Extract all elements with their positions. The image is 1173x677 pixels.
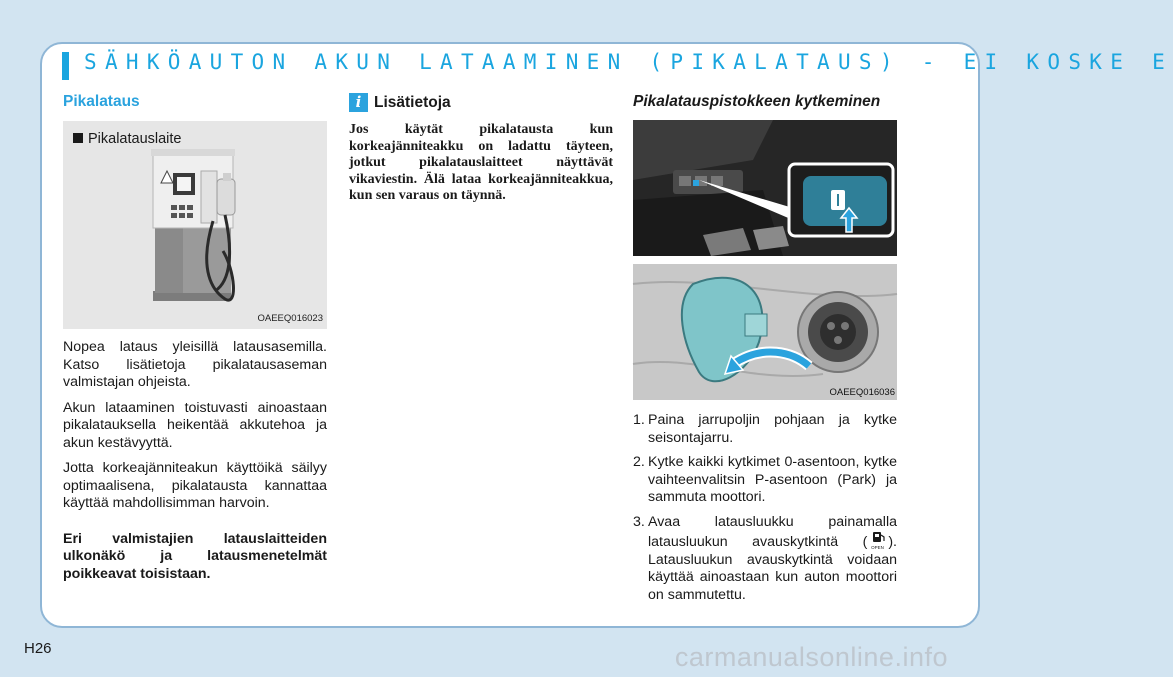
- icon-label: OPEN: [871, 545, 885, 550]
- step-text: Paina jarrupoljin pohjaan ja kytke seisontajarru.: [648, 412, 897, 446]
- info-title: Lisätietoja: [374, 93, 451, 111]
- heading-pikalataus: Pikalataus: [63, 93, 140, 110]
- info-text: Jos käytät pikalatausta kun korkeajänniteakku on ladattu täyteen, jotkut pikalatauslaitteet näyttävät vikaviestin. Älä lataa korkeajänniteakkua, kun sen varaus on täynnä.: [349, 122, 613, 204]
- step-number: 3.: [633, 513, 645, 530]
- step-text-before: Avaa latausluukku painamalla latausluukun avauskytkintä (: [648, 513, 897, 550]
- heading-plug-connection: Pikalatauspistokkeen kytkeminen: [633, 93, 881, 110]
- column-right: [633, 93, 897, 611]
- figure-caption-text: Pikalatauslaite: [88, 131, 182, 147]
- column-middle: [349, 93, 613, 205]
- step-1: [633, 412, 897, 447]
- paragraph-3: Jotta korkeajänniteakun käyttöikä säilyy optimaalisena, pikalatausta kannattaa käyttää mahdollisimman harvoin.: [63, 460, 327, 511]
- charging-door-illustration: [633, 264, 897, 400]
- fast-charger-illustration: [63, 121, 327, 329]
- info-header: [349, 93, 613, 112]
- step-number: 2.: [633, 454, 645, 470]
- dashboard-switch-photo: [633, 120, 897, 256]
- section-title: SÄHKÖAUTON AKUN LATAAMINEN (PIKALATAUS) - EI KOSKE E: [84, 50, 1173, 74]
- charging-door-photo: [633, 264, 897, 400]
- watermark: carmanualsonline.info: [674, 642, 948, 672]
- step-2: [633, 454, 897, 507]
- step-3: [633, 514, 897, 605]
- column-left: [63, 93, 327, 591]
- dashboard-illustration: [633, 120, 897, 256]
- charge-door-open-icon: [869, 531, 886, 551]
- photo-code: OAEEQ016036: [829, 387, 895, 398]
- page-number: H26: [24, 640, 52, 657]
- step-text: Kytke kaikki kytkimet 0-asentoon, kytke vaihteenvalitsin P-asentoon (Park) ja sammuta moottori.: [648, 454, 897, 505]
- step-text-after: ). Latausluukun avauskytkintä voidaan käyttää ainoastaan kun auton moottori on sammutettu.: [648, 534, 897, 603]
- paragraph-2: Akun lataaminen toistuvasti ainoastaan pikalatauksella heikentää akkutehoa ja akun kestävyyttä.: [63, 399, 327, 451]
- figure-code: OAEEQ016023: [257, 313, 323, 324]
- paragraph-1: Nopea lataus yleisillä latausasemilla. Katso lisätietoja pikalatausaseman valmistajan ohjeista.: [63, 339, 327, 390]
- steps-list: [633, 412, 897, 604]
- step-number: 1.: [633, 412, 645, 428]
- section-marker: [62, 52, 69, 80]
- info-icon: i: [349, 93, 368, 112]
- bold-note: Eri valmistajien latauslaitteiden ulkonäkö ja latausmenetelmät poikkeavat toisistaan.: [63, 530, 327, 582]
- charger-figure: [63, 121, 327, 329]
